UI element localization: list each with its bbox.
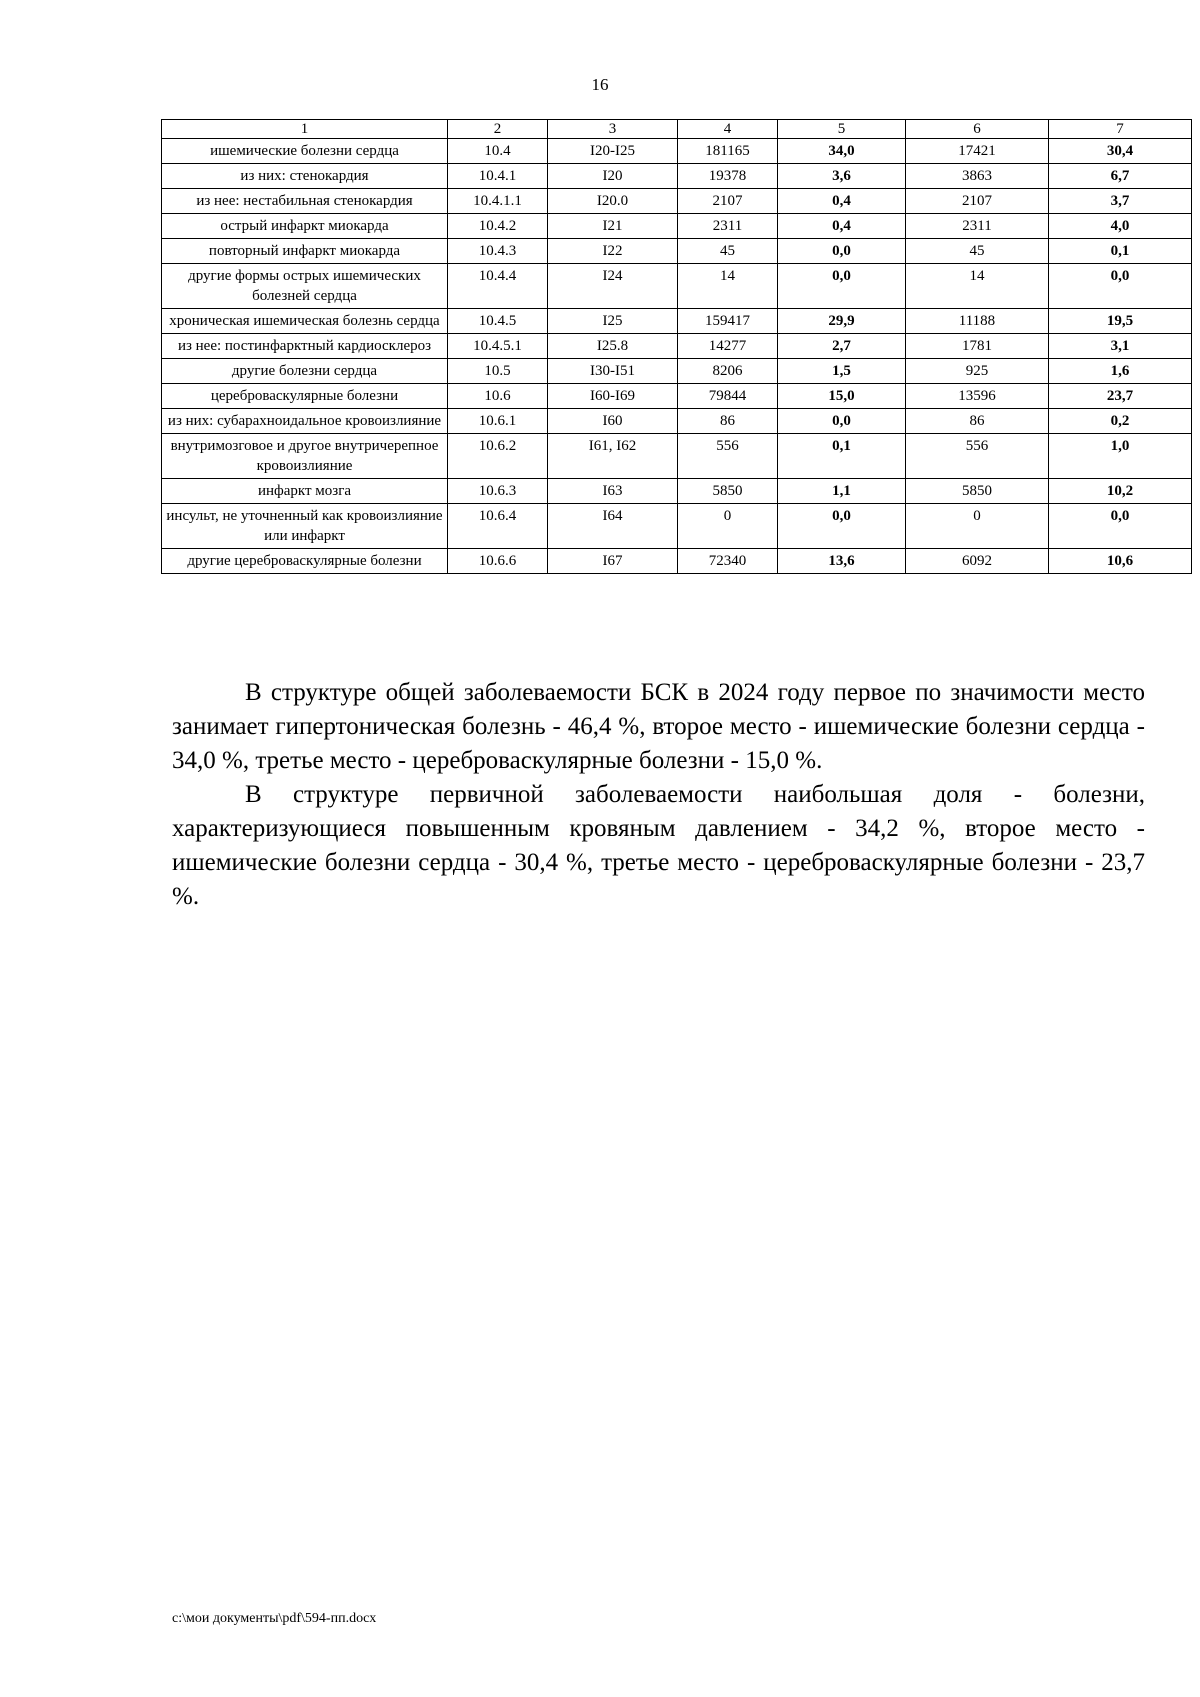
first-time-cases-cell: 556 (906, 434, 1049, 479)
table-row (162, 189, 1192, 214)
table-header-row (162, 120, 1192, 139)
first-time-share-cell: 23,7 (1049, 384, 1192, 409)
first-time-share-cell: 0,0 (1049, 264, 1192, 309)
disease-name-cell: другие болезни сердца (162, 359, 448, 384)
icd-code-cell: I67 (548, 549, 678, 574)
icd-code-cell: I64 (548, 504, 678, 549)
disease-name-cell: инфаркт мозга (162, 479, 448, 504)
total-cases-cell: 8206 (678, 359, 778, 384)
first-time-share-cell: 10,2 (1049, 479, 1192, 504)
first-time-share-cell: 0,0 (1049, 504, 1192, 549)
table-row (162, 504, 1192, 549)
total-share-cell: 13,6 (778, 549, 906, 574)
row-code-cell: 10.6.4 (448, 504, 548, 549)
morbidity-table (161, 119, 1192, 574)
total-cases-cell: 72340 (678, 549, 778, 574)
icd-code-cell: I21 (548, 214, 678, 239)
first-time-share-cell: 10,6 (1049, 549, 1192, 574)
icd-code-cell: I20.0 (548, 189, 678, 214)
row-code-cell: 10.6.1 (448, 409, 548, 434)
total-cases-cell: 79844 (678, 384, 778, 409)
total-cases-cell: 86 (678, 409, 778, 434)
table-row (162, 309, 1192, 334)
row-code-cell: 10.4.3 (448, 239, 548, 264)
table-row (162, 334, 1192, 359)
column-number: 1 (162, 120, 448, 139)
icd-code-cell: I20 (548, 164, 678, 189)
disease-name-cell: из них: субарахноидальное кровоизлияние (162, 409, 448, 434)
table-row (162, 264, 1192, 309)
table-row (162, 549, 1192, 574)
first-time-share-cell: 3,7 (1049, 189, 1192, 214)
total-cases-cell: 0 (678, 504, 778, 549)
row-code-cell: 10.4.5 (448, 309, 548, 334)
total-share-cell: 0,0 (778, 239, 906, 264)
column-number: 6 (906, 120, 1049, 139)
first-time-share-cell: 0,1 (1049, 239, 1192, 264)
row-code-cell: 10.4.4 (448, 264, 548, 309)
column-number: 5 (778, 120, 906, 139)
first-time-cases-cell: 5850 (906, 479, 1049, 504)
total-share-cell: 0,0 (778, 264, 906, 309)
column-number: 7 (1049, 120, 1192, 139)
total-share-cell: 0,4 (778, 189, 906, 214)
table-row (162, 434, 1192, 479)
disease-name-cell: из нее: постинфарктный кардиосклероз (162, 334, 448, 359)
total-share-cell: 0,1 (778, 434, 906, 479)
row-code-cell: 10.4.1.1 (448, 189, 548, 214)
disease-name-cell: другие цереброваскулярные болезни (162, 549, 448, 574)
icd-code-cell: I30-I51 (548, 359, 678, 384)
disease-name-cell: острый инфаркт миокарда (162, 214, 448, 239)
total-share-cell: 2,7 (778, 334, 906, 359)
row-code-cell: 10.6 (448, 384, 548, 409)
disease-name-cell: ишемические болезни сердца (162, 139, 448, 164)
icd-code-cell: I25.8 (548, 334, 678, 359)
disease-name-cell: из нее: нестабильная стенокардия (162, 189, 448, 214)
row-code-cell: 10.4.1 (448, 164, 548, 189)
total-cases-cell: 19378 (678, 164, 778, 189)
total-share-cell: 0,0 (778, 504, 906, 549)
table-row (162, 239, 1192, 264)
first-time-cases-cell: 1781 (906, 334, 1049, 359)
first-time-cases-cell: 2107 (906, 189, 1049, 214)
disease-name-cell: инсульт, не уточненный как кровоизлияние или инфаркт (162, 504, 448, 549)
total-cases-cell: 14 (678, 264, 778, 309)
table-row (162, 214, 1192, 239)
page-number: 16 (591, 75, 609, 94)
total-share-cell: 1,5 (778, 359, 906, 384)
icd-code-cell: I60 (548, 409, 678, 434)
total-share-cell: 34,0 (778, 139, 906, 164)
icd-code-cell: I61, I62 (548, 434, 678, 479)
total-cases-cell: 556 (678, 434, 778, 479)
first-time-cases-cell: 17421 (906, 139, 1049, 164)
icd-code-cell: I22 (548, 239, 678, 264)
disease-name-cell: внутримозговое и другое внутричерепное кровоизлияние (162, 434, 448, 479)
first-time-cases-cell: 925 (906, 359, 1049, 384)
disease-name-cell: хроническая ишемическая болезнь сердца (162, 309, 448, 334)
total-cases-cell: 5850 (678, 479, 778, 504)
total-cases-cell: 45 (678, 239, 778, 264)
first-time-cases-cell: 86 (906, 409, 1049, 434)
first-time-share-cell: 0,2 (1049, 409, 1192, 434)
row-code-cell: 10.4.5.1 (448, 334, 548, 359)
row-code-cell: 10.4.2 (448, 214, 548, 239)
table-row (162, 409, 1192, 434)
footer-file-path: c:\мои документы\pdf\594-пп.docx (172, 1611, 377, 1626)
total-share-cell: 0,4 (778, 214, 906, 239)
total-cases-cell: 2107 (678, 189, 778, 214)
row-code-cell: 10.5 (448, 359, 548, 384)
icd-code-cell: I25 (548, 309, 678, 334)
first-time-share-cell: 4,0 (1049, 214, 1192, 239)
table-row (162, 139, 1192, 164)
first-time-cases-cell: 14 (906, 264, 1049, 309)
icd-code-cell: I60-I69 (548, 384, 678, 409)
table-row (162, 479, 1192, 504)
first-time-share-cell: 6,7 (1049, 164, 1192, 189)
total-cases-cell: 181165 (678, 139, 778, 164)
total-share-cell: 0,0 (778, 409, 906, 434)
first-time-share-cell: 19,5 (1049, 309, 1192, 334)
icd-code-cell: I63 (548, 479, 678, 504)
table-body (162, 120, 1192, 574)
total-share-cell: 3,6 (778, 164, 906, 189)
column-number: 2 (448, 120, 548, 139)
table-row (162, 384, 1192, 409)
total-share-cell: 15,0 (778, 384, 906, 409)
column-number: 3 (548, 120, 678, 139)
total-cases-cell: 14277 (678, 334, 778, 359)
disease-name-cell: цереброваскулярные болезни (162, 384, 448, 409)
first-time-share-cell: 30,4 (1049, 139, 1192, 164)
first-time-cases-cell: 3863 (906, 164, 1049, 189)
total-share-cell: 1,1 (778, 479, 906, 504)
total-cases-cell: 2311 (678, 214, 778, 239)
first-time-share-cell: 3,1 (1049, 334, 1192, 359)
column-number: 4 (678, 120, 778, 139)
disease-name-cell: повторный инфаркт миокарда (162, 239, 448, 264)
paragraph: В структуре общей заболеваемости БСК в 2024 году первое по значимости место занимает гипертоническая болезнь - 46,4 %, второе место - ишемические болезни сердца - 34,0 %, третье место - цереброваскулярные болезни - 15,0 %. (172, 679, 1145, 774)
first-time-cases-cell: 0 (906, 504, 1049, 549)
disease-name-cell: из них: стенокардия (162, 164, 448, 189)
first-time-cases-cell: 13596 (906, 384, 1049, 409)
table-row (162, 359, 1192, 384)
body-text (172, 676, 1145, 914)
first-time-cases-cell: 6092 (906, 549, 1049, 574)
paragraph: В структуре первичной заболеваемости наибольшая доля - болезни, характеризующиеся повышенным кровяным давлением - 34,2 %, второе место - ишемические болезни сердца - 30,4 %, третье место - цереброваскулярные болезни - 23,7 %. (172, 781, 1145, 910)
first-time-cases-cell: 2311 (906, 214, 1049, 239)
first-time-share-cell: 1,0 (1049, 434, 1192, 479)
row-code-cell: 10.6.3 (448, 479, 548, 504)
first-time-cases-cell: 11188 (906, 309, 1049, 334)
disease-name-cell: другие формы острых ишемических болезней сердца (162, 264, 448, 309)
icd-code-cell: I20-I25 (548, 139, 678, 164)
icd-code-cell: I24 (548, 264, 678, 309)
row-code-cell: 10.6.2 (448, 434, 548, 479)
total-cases-cell: 159417 (678, 309, 778, 334)
total-share-cell: 29,9 (778, 309, 906, 334)
first-time-share-cell: 1,6 (1049, 359, 1192, 384)
table-row (162, 164, 1192, 189)
first-time-cases-cell: 45 (906, 239, 1049, 264)
row-code-cell: 10.6.6 (448, 549, 548, 574)
row-code-cell: 10.4 (448, 139, 548, 164)
